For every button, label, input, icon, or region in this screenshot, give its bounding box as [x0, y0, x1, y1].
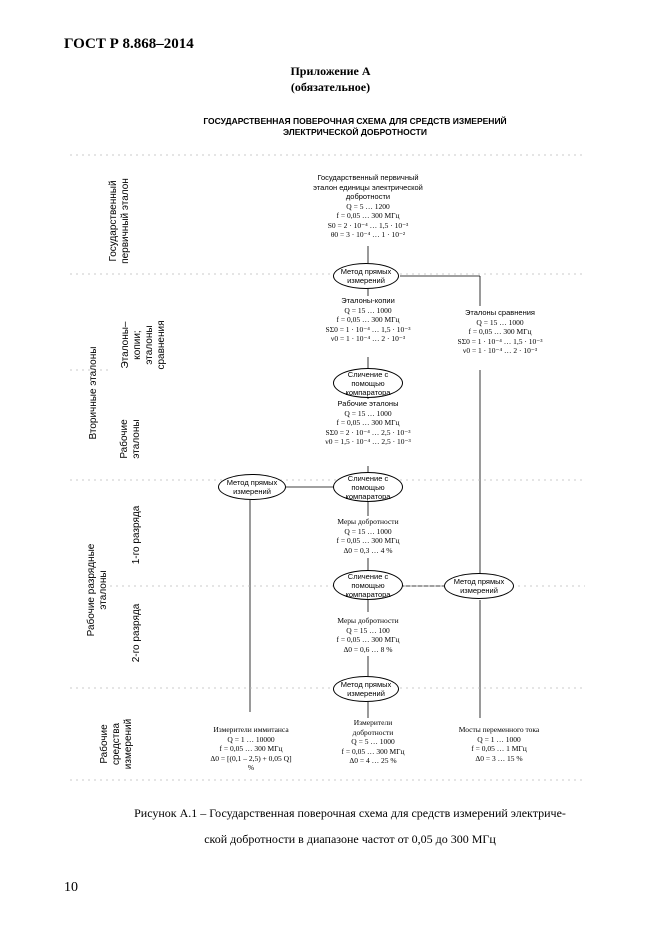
- comparator-oval-2: Сличение с помощью компаратора: [333, 472, 403, 502]
- direct-measurement-oval: Метод прямых измерений: [333, 263, 399, 289]
- working-standards: Рабочие эталоны Q = 15 … 1000 f = 0,05 … 300 МГц SΣ0 = 2 · 10⁻⁴ … 2,5 · 10⁻³ ν0 = 1,5 · 10⁻⁴ … 2,5 · 10⁻³: [325, 399, 411, 446]
- side-label-secondary: Вторичные эталоны: [88, 346, 99, 440]
- side-label-working-group: Рабочие разрядные эталоны: [86, 543, 109, 637]
- ac-bridges: Мосты переменного тока Q = 1 … 1000 f = 0,05 … 1 МГц Δ0 = 3 … 15 %: [458, 725, 540, 763]
- figure-caption: Рисунок А.1 – Государственная поверочная схема для средств измерений электриче- ской добротности в диапазоне частот от 0,05 до 300 МГц: [134, 806, 566, 846]
- side-label-rank1: 1-го разряда: [131, 505, 142, 565]
- immittance-meters: Измерители иммитанса Q = 1 … 10000 f = 0,05 … 300 МГц Δ0 = [(0,1 – 2,5) + 0,05 Q] %: [210, 725, 292, 772]
- side-label-working-std: Рабочие эталоны: [119, 419, 142, 459]
- side-label-instruments: Рабочие средства измерений: [99, 718, 134, 770]
- scheme-title-line2: ЭЛЕКТРИЧЕСКОЙ ДОБРОТНОСТИ: [283, 127, 427, 137]
- quality-measures-rank1: Меры добротности Q = 15 … 1000 f = 0,05 … 300 МГц Δ0 = 0,3 … 4 %: [336, 517, 400, 555]
- q-meters: Измерители добротности Q = 5 … 1000 f = 0,05 … 300 МГц Δ0 = 4 … 25 %: [341, 718, 405, 765]
- primary-standard: Государственный первичный эталон единицы электрической добротности Q = 5 … 1200 f = 0,05 … 300 МГц S0 = 2 · 10⁻⁴ … 1,5 · 10⁻³ θ0 = 3 · 10⁻⁴ … 1 · 10⁻²: [313, 173, 423, 239]
- comparator-oval-3: Сличение с помощью компаратора: [333, 570, 403, 600]
- appendix-subtitle: (обязательное): [290, 80, 371, 94]
- appendix-title: Приложение А: [290, 64, 371, 78]
- quality-measures-rank2: Меры добротности Q = 15 … 100 f = 0,05 … 300 МГц Δ0 = 0,6 … 8 %: [336, 616, 400, 654]
- page-number: 10: [64, 880, 78, 895]
- side-label-primary: Государственный первичный эталон: [108, 178, 131, 264]
- scheme-title-line1: ГОСУДАРСТВЕННАЯ ПОВЕРОЧНАЯ СХЕМА ДЛЯ СРЕДСТВ ИЗМЕРЕНИЙ: [203, 116, 507, 126]
- direct-measurement-oval-left: Метод прямых измерений: [218, 474, 286, 500]
- side-label-rank2: 2-го разряда: [131, 603, 142, 663]
- direct-measurement-oval-bottom: Метод прямых измерений: [333, 676, 399, 702]
- comparison-standards: Эталоны сравнения Q = 15 … 1000 f = 0,05 … 300 МГц SΣ0 = 1 · 10⁻⁴ … 1,5 · 10⁻³ ν0 = 1 · 10⁻⁴ … 2 · 10⁻³: [457, 308, 543, 355]
- document-id: ГОСТ Р 8.868–2014: [64, 36, 194, 52]
- comparator-oval-1: Сличение с помощью компаратора: [333, 368, 403, 398]
- direct-measurement-oval-right: Метод прямых измерений: [444, 573, 514, 599]
- copies-standards: Эталоны-копии Q = 15 … 1000 f = 0,05 … 300 МГц SΣ0 = 1 · 10⁻⁴ … 1,5 · 10⁻³ ν0 = 1 · 10⁻⁴ … 2 · 10⁻³: [325, 296, 411, 343]
- side-label-copies: Эталоны– копии; эталоны сравнения: [120, 320, 167, 370]
